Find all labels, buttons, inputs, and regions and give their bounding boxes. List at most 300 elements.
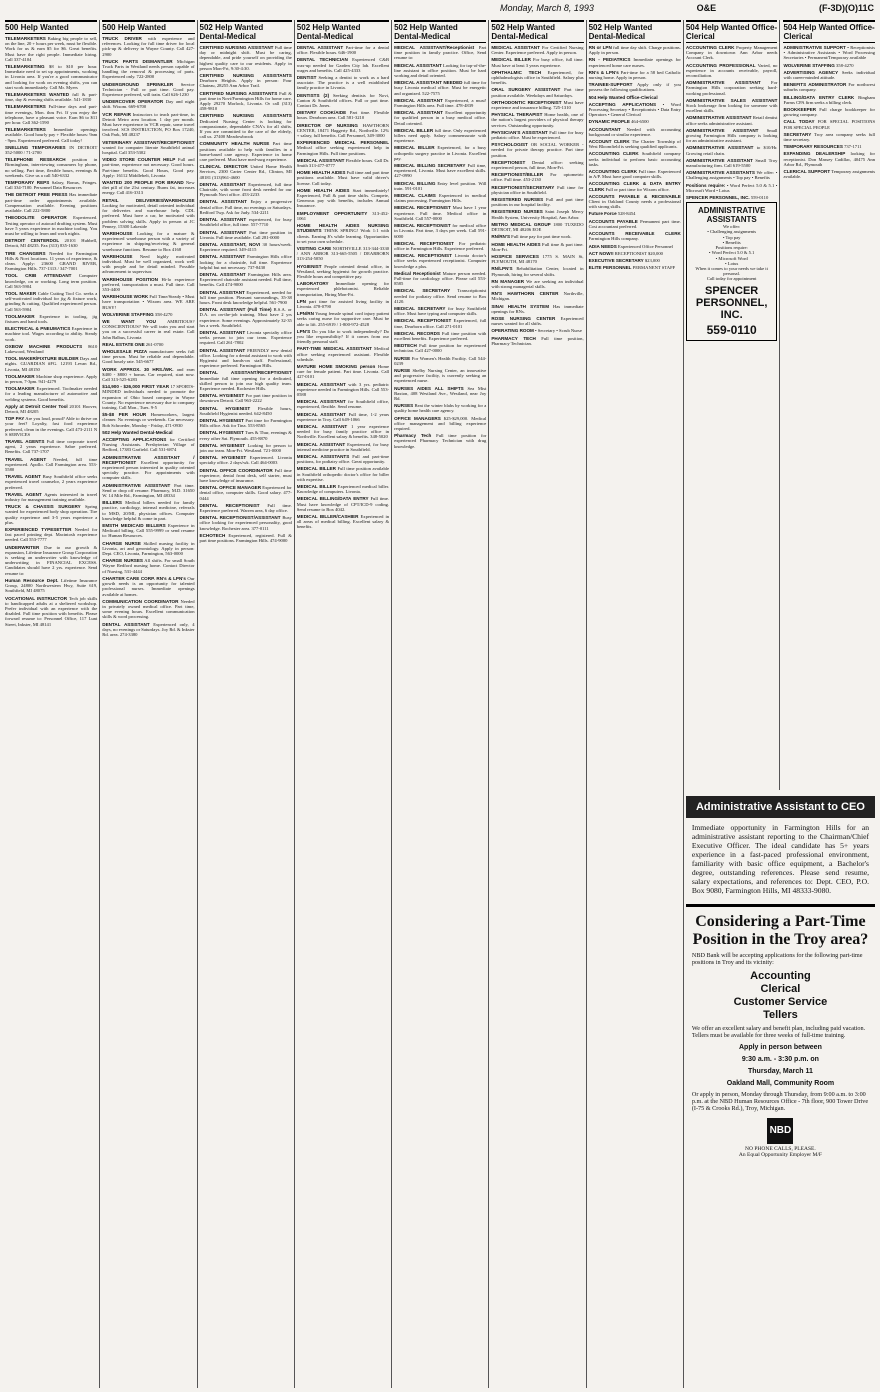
ad-heading: REGISTERED NURSES bbox=[491, 197, 544, 203]
classified-ad bbox=[297, 514, 389, 530]
ad-text: Temporary assignments available. bbox=[783, 169, 876, 180]
ad-text: 261-0700 bbox=[144, 341, 164, 347]
ad-heading: MEDICAL ASSISTANT bbox=[394, 97, 443, 103]
ad-heading: DENTIST bbox=[296, 75, 317, 81]
admin-box-phone: 559-0110 bbox=[706, 322, 757, 337]
classified-ad bbox=[394, 45, 486, 61]
ad-text: $23,000 bbox=[643, 257, 660, 263]
ad-heading: TOOL MAKER/FIXTURE BUILDER bbox=[5, 356, 79, 362]
ad-heading: MEDICAL RECEPTIONIST bbox=[394, 240, 454, 246]
ad-text: Experienced. Toolmaker needed for a leading manufacturer of automotive and welding systems. Good benefits. bbox=[5, 386, 98, 402]
ad-text: Experienced, for busy internal medicine practice in Southfield. bbox=[296, 441, 390, 452]
ad-text: Flexible hours. Call Dr. Smith 313-477-0777 bbox=[296, 157, 390, 169]
ad-heading: DENTAL ASSISTANT, NOVI bbox=[199, 241, 261, 247]
classified-ad bbox=[5, 545, 97, 576]
classified-ad bbox=[102, 277, 194, 293]
ad-text: United Home Health Services, 2300 Carter Center Rd., Clinton, MI 48181 (313)961-4600 bbox=[199, 164, 292, 180]
ad-heading: DENTAL ASSISTANT bbox=[199, 229, 247, 235]
ad-text: Service Technician - Full or part time. Good pay. Experience preferred, will train. Call 626-1230 bbox=[102, 81, 195, 98]
classified-ad bbox=[491, 172, 583, 182]
ad-text: • Receptionists • Administrative Assistants • Word Processing Secretaries • Permanent/Temporary available bbox=[783, 45, 876, 61]
ceo-body: Immediate opportunity in Farmington Hills for an administrative assistant reporting to the Chairman/Chief Executive Officer. The ideal candidate has 5+ years experience in a fast-paced professional environment, familiarity with basic office equipment, a Bachelor's degree, outstanding references. Please send resume, salary expectations, and references to: Dept. CEO, P.O. Box 9080, Farmington Hills, MI 48333-9080. bbox=[691, 823, 869, 895]
ad-text: Experienced, full time Chairside, with some front desk needed for our Plymouth Novi office. 453-2233 bbox=[199, 181, 292, 198]
classified-ad bbox=[491, 254, 583, 264]
ad-text: For Farmington Hills corporation seeking hard-working professional. bbox=[685, 80, 778, 96]
classified-ad bbox=[297, 311, 389, 327]
ad-text: Experienced, for a busy orthopedic surgery practice in Livonia. Excellent pay. bbox=[394, 145, 487, 161]
classified-ad bbox=[589, 219, 681, 229]
ad-heading: ACCOUNTS PAYABLE bbox=[588, 218, 638, 224]
admin-box-firm: SPENCER PERSONNEL, INC. bbox=[695, 284, 768, 321]
classified-ad bbox=[5, 291, 97, 312]
classified-ad bbox=[491, 222, 583, 232]
nbd-position-2: Clerical bbox=[760, 982, 801, 995]
classified-ad bbox=[5, 273, 97, 289]
masthead-page: (F-3D)(O)11C bbox=[818, 3, 874, 13]
ad-text: Immediate opening for experienced phlebotomist. Reliable transportation, Hiring Mon-Fri. bbox=[296, 281, 390, 297]
ad-text: Stock brokerage firm looking for someone with excellent skills. bbox=[685, 103, 778, 114]
ad-heading: SECRETARY bbox=[783, 131, 812, 137]
classified-ad bbox=[102, 82, 194, 98]
classified-ad bbox=[297, 299, 389, 309]
ad-heading: UNDERGROUND SPRINKLER bbox=[102, 81, 174, 87]
ad-text: Full and part-time, experience not necessary. Good hours. Part-time benefits. Good Hours, Good pay. Apply: 16112 Middlebelt, Livonia bbox=[102, 157, 195, 178]
ad-text: Has immediate openings for RNs. bbox=[491, 303, 584, 314]
classified-ad bbox=[200, 468, 292, 484]
ad-text: $25-$29,000. Medical office management and billing experience required. bbox=[394, 415, 487, 431]
ad-heading: NURSE bbox=[394, 355, 411, 361]
ad-text: FOR SPECIAL POSITIONS FOR SPECIAL PEOPLE bbox=[783, 119, 876, 130]
ad-heading: MEDTECH bbox=[394, 343, 417, 349]
ad-text: Spring wanted for experienced body shop operation. Tire quality experience and 3-5 years experience a plus. bbox=[5, 504, 98, 525]
ad-heading: MEDICAL BILLER bbox=[296, 466, 336, 472]
classified-ad bbox=[102, 599, 194, 620]
ad-heading: DENTAL OFFICE MANAGER bbox=[199, 485, 262, 491]
classified-ad bbox=[5, 356, 97, 372]
classified-ad bbox=[394, 241, 486, 251]
classified-ad bbox=[783, 45, 875, 61]
column-3 bbox=[198, 20, 295, 1388]
classified-ad bbox=[297, 75, 389, 91]
ad-text: Bingham Farms CPA firm seeks a billing clerk. bbox=[783, 94, 876, 105]
classified-ad bbox=[297, 466, 389, 482]
ad-heading: TEMPORARY RESOURCES bbox=[783, 144, 843, 150]
classified-ad bbox=[589, 139, 681, 149]
ad-text: We offer: • Challenging assignments • Top pay • Benefits bbox=[685, 170, 778, 181]
classified-ad bbox=[102, 198, 194, 229]
ad-text: PERMANENT STAFF bbox=[631, 265, 676, 271]
ad-heading: TRUCK PARTS DISMANTLER bbox=[102, 58, 173, 64]
ad-text: 559-0110 bbox=[749, 195, 769, 201]
classified-ad bbox=[589, 45, 681, 55]
ad-heading: RN/RN'S bbox=[491, 234, 511, 240]
ad-text: Varied, no experience in accounts receivable, payroll, reconciliation. bbox=[685, 62, 778, 79]
ad-text: Salary, Bonus, Fringes. Call 334-7100. Personnel Data Resources bbox=[5, 180, 98, 191]
ad-heading: ADMINISTRATIVE ASSISTANT / RECEPTIONIST bbox=[102, 454, 195, 465]
ad-heading: RN or LPN bbox=[588, 45, 612, 50]
classified-ad bbox=[491, 100, 583, 110]
ad-text: part time for assisted living facility in Livonia. 478-0790 bbox=[296, 298, 390, 309]
classified-ad bbox=[297, 170, 389, 186]
ad-heading: DENTAL ASSISTANT (Full Time) bbox=[199, 307, 272, 313]
classified-ad bbox=[394, 128, 486, 144]
classified-ad bbox=[5, 527, 97, 543]
ad-text: Young female spinal cord injury patient seeks caring nurse for supportive care. Must be able to lift. 255-6919 / 1-800-972-4528 bbox=[296, 311, 390, 327]
classified-ad bbox=[394, 318, 486, 328]
classified-ad bbox=[491, 70, 583, 86]
top-split bbox=[686, 20, 875, 790]
ad-heading: WHOLESALE PIZZA bbox=[102, 348, 148, 354]
ad-text: • Word Perfect 5.0 & 5.1 • Microsoft Word • Lotus bbox=[685, 182, 778, 193]
ad-text: Transcriptionist needed for podiatry office. Send resume to Box 4120. bbox=[394, 288, 487, 304]
ad-text: Excellent opportunity for qualified person in a busy medical office. Detail oriented. bbox=[394, 110, 487, 126]
ad-text: Full time corporate travel agent, 2 years experience. Sabre preferred. Benefits. Call 737-1707 bbox=[5, 439, 98, 455]
classified-ad bbox=[394, 223, 486, 239]
column-8-9 bbox=[684, 20, 877, 1388]
ad-heading: CERTIFIED NURSING ASSISTANTS bbox=[199, 73, 292, 79]
classified-ad bbox=[200, 290, 292, 306]
ad-heading: EXPANDING DEALERSHIP bbox=[783, 151, 846, 157]
classified-ad bbox=[297, 364, 389, 380]
admin-box-call: Call today for appointment bbox=[706, 276, 757, 282]
ad-heading: MEDICAL BILLER bbox=[296, 484, 337, 490]
classified-ad bbox=[783, 119, 875, 129]
ad-heading: ADMINISTRATIVE ASSISTANT bbox=[685, 145, 754, 151]
classified-ad bbox=[5, 104, 97, 125]
classified-ad bbox=[297, 93, 389, 109]
ad-heading: DENTAL ASSISTANT bbox=[199, 347, 246, 353]
ad-heading: MEDICAL ASSISTANT bbox=[296, 381, 346, 387]
classified-ad bbox=[394, 271, 486, 287]
ad-heading: TELEMARKETING bbox=[5, 64, 45, 70]
ad-text: Seeks individual with career-minded attitude. bbox=[783, 69, 876, 81]
admin-box-r3: • Lotus bbox=[725, 260, 739, 266]
ad-heading: ACCOUNTANT bbox=[588, 126, 621, 132]
ad-text: Needed for Farmington Hills & Novi locations. 11 years of experience, & clean. Apply: 23600 GRAND RIVER, Farmington Hills. 737-1313 / 347-7001 bbox=[5, 250, 98, 272]
ad-heading: EMSTH MEDICAID BILLERS bbox=[102, 523, 166, 529]
ad-text: NORTHVILLE 313-344-3330 / ANN ARBOR 313-665-5505 / DEARBORN 313-254-5050 bbox=[296, 245, 390, 262]
classified-ad bbox=[297, 246, 389, 262]
ad-text: Experienced only, 4 days, no evenings or Saturdays. Joy Rd. & Inkster Rd. area. 274-3380 bbox=[102, 621, 195, 637]
classified-ad bbox=[5, 314, 97, 324]
ad-heading: TRUCK DRIVER bbox=[102, 36, 142, 41]
classified-ad bbox=[686, 63, 778, 79]
ad-heading: DIRECTOR OF NURSING bbox=[296, 122, 358, 128]
ad-text: Start immediately! Experienced, Full & part time shifts. Compete, Generous pay with benefits, includes Annual Insurance. bbox=[296, 187, 390, 209]
nbd-position-3: Customer Service bbox=[733, 995, 828, 1008]
ad-text: 358-4270 bbox=[834, 62, 854, 68]
nbd-position-1: Accounting bbox=[750, 969, 811, 982]
classified-ad bbox=[297, 454, 389, 464]
ad-heading: DENTAL ASSISTANT bbox=[199, 271, 246, 277]
classified-ad bbox=[200, 113, 292, 139]
ad-heading: Apply at Detroit Center Tool bbox=[5, 403, 68, 409]
classified-ad bbox=[589, 251, 681, 256]
nbd-offer: We offer an excellent salary and benefit plan, including paid vacation. Tellers must be available for three weeks of full-time training. bbox=[691, 1024, 866, 1040]
ad-heading: MEDICAL BILLER bbox=[491, 57, 531, 63]
classified-ad bbox=[5, 192, 97, 213]
ad-heading: MEDICAL BILLER/CASHIER bbox=[296, 514, 359, 520]
classified-ad bbox=[5, 145, 97, 155]
classified-ad bbox=[394, 386, 486, 402]
ad-heading: WE WANT YOU bbox=[102, 318, 156, 324]
classified-ad bbox=[200, 430, 292, 440]
classified-ad bbox=[297, 424, 389, 440]
classified-ad bbox=[200, 45, 292, 71]
ad-heading: ACCOUNTS PAYABLE & RECEIVABLE bbox=[588, 193, 681, 199]
ad-heading: DENTISTS (2) bbox=[296, 92, 330, 98]
classified-ad bbox=[589, 57, 681, 67]
ad-heading: ADMINISTRATIVE ASSISTANT bbox=[685, 127, 759, 133]
ad-text: Do you like to work independently? Do you like responsibility? If it comes from our friendly personal staff. bbox=[296, 328, 390, 345]
ad-heading: WAREHOUSE bbox=[102, 230, 133, 236]
ad-heading: DENTAL ASSISTANT bbox=[199, 329, 246, 335]
classified-ad bbox=[491, 316, 583, 326]
ad-heading: MEDICAL RECEPTIONIST bbox=[394, 223, 451, 229]
ad-heading: DENTAL RECEPTIONIST bbox=[199, 502, 260, 508]
classified-ad bbox=[102, 349, 194, 365]
admin-box-offer: We offer: bbox=[723, 224, 741, 230]
ad-heading: DENTAL ASSISTANT bbox=[199, 199, 247, 205]
classified-ad bbox=[394, 368, 486, 384]
ad-text: 464-6500 bbox=[629, 119, 649, 125]
ad-heading: NURSES bbox=[394, 403, 414, 409]
ad-heading: TEMPORARY REPS bbox=[5, 180, 50, 186]
ad-text: Hi-lo experience preferred, transportation a must. Full time. Call 353-4400 bbox=[102, 276, 195, 292]
ad-list bbox=[200, 45, 292, 543]
classified-ad bbox=[491, 291, 583, 301]
classified-ad bbox=[5, 596, 97, 627]
classified-ad bbox=[783, 95, 875, 105]
ad-text: Experienced, registered. Full & part time positions. Farmington Hills. 474-9000 bbox=[199, 532, 292, 544]
classified-ad bbox=[200, 443, 292, 453]
ad-text: Part time position in Livonia. Full time available. Call 281-0000 bbox=[199, 229, 292, 240]
ad-heading: TRAINEE-SUPPORT bbox=[588, 82, 633, 88]
ad-list bbox=[783, 45, 875, 179]
nbd-ad bbox=[686, 904, 875, 1165]
classified-ad bbox=[102, 541, 194, 557]
ad-text: Looking for motivated, detail oriented individual for deliveries and warehouse help. CDL preferred. Must have a car, be motivated with problem solving skills. Apply in person at JC Penney, 15300 Lakeside bbox=[102, 202, 195, 229]
classified-ad bbox=[102, 412, 194, 428]
classified-ad bbox=[783, 107, 875, 117]
ad-heading: DENTAL ASSISTANT bbox=[199, 254, 246, 260]
ad-heading: RECEPTIONIST bbox=[491, 159, 526, 165]
ad-text: Full time position with excellent benefits. Experience preferred. bbox=[394, 330, 487, 341]
ad-text: manufacturer seeks full time person. Must be reliable and dependable. Good hourly rate. 545-6677 bbox=[102, 348, 195, 365]
ad-heading: DENTAL HYGIENIST bbox=[199, 418, 244, 423]
ad-heading: REAL ESTATE ONE bbox=[102, 341, 145, 347]
classified-ad bbox=[297, 329, 389, 345]
ad-text: Property Management Company in downtown Ann Arbor needs Account Clerk. bbox=[685, 45, 778, 61]
ad-text: to $10/Hr. Growing retail chain. bbox=[685, 145, 778, 156]
ad-text: Full time for physician office in Southfield. bbox=[491, 184, 584, 195]
nbd-position-4: Tellers bbox=[763, 1008, 798, 1021]
ad-heading: MEDICAL BILLING SECRETARY bbox=[394, 163, 466, 169]
admin-box-title: ADMINISTRATIVE ASSISTANTS bbox=[697, 206, 766, 225]
classified-ad bbox=[5, 374, 97, 384]
ad-text: Livonia specialty office seeks person to join our team. Experience required. Call 261-7802 bbox=[199, 329, 292, 346]
ad-heading: HYGIENIST bbox=[296, 263, 322, 269]
classified-ad bbox=[686, 115, 778, 125]
admin-box-b1: • Challenging assignments bbox=[707, 229, 757, 235]
ad-heading: VETERINARY ASSISTANT/RECEPTIONIST bbox=[102, 139, 195, 145]
ad-text: Needed in privately owned medical office. Part time, some evening hours. Excellent communication skills & word processing. bbox=[102, 598, 195, 620]
classified-ad bbox=[5, 344, 97, 354]
classified-ad bbox=[5, 64, 97, 90]
ad-heading: ADMINISTRATIVE ASSISTANT bbox=[685, 80, 761, 86]
classified-ad bbox=[102, 36, 194, 57]
classified-ad bbox=[589, 102, 681, 118]
column-7 bbox=[587, 20, 684, 1388]
classified-ad bbox=[394, 306, 486, 316]
classified-ad bbox=[297, 484, 389, 494]
masthead-date: Monday, March 8, 1993 bbox=[500, 3, 594, 13]
ad-heading: WORK APPROX. 30 HRS./WK. bbox=[102, 366, 174, 372]
classified-ad bbox=[297, 211, 389, 221]
classified-ad bbox=[5, 386, 97, 402]
ad-text: full & part-time, day & evening shifts available. 541-1830 bbox=[5, 92, 98, 103]
ad-text: Saint Joseph Mercy Health System, University Hospital, Ann Arbor. bbox=[491, 209, 584, 220]
column-5 bbox=[392, 20, 489, 1388]
ad-text: Seeking a dentist to work as a hard associate. The practice is a well established family practice in Livonia. bbox=[296, 75, 390, 91]
classified-ad bbox=[491, 45, 583, 55]
classified-ad bbox=[491, 234, 583, 239]
ad-text: Instructors to teach part-time, in Detroit Metro area location. 1 day per month. Must have experience in VCR repair, some travel involved. SCS INSTRUCTION, PO Box 17240, Oak Park, MI 48237 bbox=[102, 111, 195, 138]
ad-heading: ECHOTECH bbox=[199, 532, 226, 538]
classified-ad bbox=[783, 132, 875, 142]
ad-text: for busy Southfield office. Must have typing and computer skills. bbox=[394, 305, 487, 317]
ad-text: Part time positions available to help with families in a home-based care agency. Experience in home care preferred. Must have med-surg experience. bbox=[199, 141, 292, 163]
ad-heading: RECEPTIONIST/SECRETARY bbox=[491, 184, 555, 190]
ad-text: New diet pill of the 21st century. Burns fat, increases energy. Call 416-3313 bbox=[102, 180, 195, 196]
ad-text: Experience in Medicaid billing. Call 555-9999 or send resume to: Human Resources. bbox=[102, 523, 195, 539]
nbd-apply-3: Thursday, March 11 bbox=[748, 1067, 813, 1075]
classified-ad bbox=[297, 188, 389, 209]
nbd-alt: Or apply in person, Monday through Thursday, from 9:00 a.m. to 3:00 p.m. at the NBD Human Resources Office - 7th floor, 900 Tower Drive (I-75 & Crooks Rd.), Troy, Michigan. bbox=[691, 1090, 869, 1113]
ad-text: Retail dentist office seeks administrative assistant. bbox=[685, 115, 778, 126]
column-8 bbox=[686, 20, 781, 790]
section-head: 504 Help Wanted Office-Clerical bbox=[686, 20, 778, 43]
classified-ad bbox=[5, 416, 97, 437]
ad-heading: DENTAL ASSISTANT bbox=[102, 621, 150, 627]
ad-heading: COMMUNITY HEALTH NURSE bbox=[199, 141, 270, 147]
ad-text: Needed with accounting background or similar experience. bbox=[588, 126, 681, 137]
ad-text: Full time. Must have knowledge of CPT/ICD-9 coding. Send resume to Box 4042. bbox=[296, 496, 390, 512]
ad-heading: OFFICE MANAGERS bbox=[394, 415, 441, 421]
ad-text: Full time position for experienced Pharmacy Technician with drug knowledge. bbox=[394, 433, 487, 449]
classified-ad bbox=[102, 455, 194, 481]
masthead bbox=[500, 3, 874, 17]
ad-text: Full-time days and part-time evenings, Mon. thru Fri. If you enjoy the telephone, have a pleasant voice. Earn $6 to $11 per hour. Call 362-1590 bbox=[5, 104, 98, 126]
ad-heading: CLERICAL SUPPORT bbox=[783, 169, 831, 175]
ad-text: Small growing Farmington Hills company is looking for an administrative assistant. bbox=[685, 127, 778, 144]
ad-text: Full time pay for part time work. bbox=[510, 234, 572, 240]
ad-heading: DENTAL ASSISTANT bbox=[199, 289, 245, 295]
ad-heading: PHYSICAL THERAPIST bbox=[491, 112, 543, 118]
classified-ad bbox=[5, 180, 97, 190]
ad-heading: DENTAL OFFICE COORDINATOR bbox=[199, 467, 273, 473]
ad-heading: ADMINISTRATIVE ASSISTANTS bbox=[685, 170, 755, 176]
ad-heading: SPENCER PERSONNEL, INC. bbox=[685, 195, 750, 201]
ad-heading: MEDICAL ASSISTANT bbox=[491, 45, 540, 50]
ad-heading: BILLING/DATA ENTRY CLERK bbox=[783, 94, 855, 100]
ad-heading: MEDICAL ASSISTANT bbox=[394, 110, 443, 116]
ad-list bbox=[5, 36, 97, 627]
ad-text: Full time & part time. Mon-Fri. bbox=[491, 241, 584, 252]
ad-heading: RETAIL DELIVERIES/WAREHOUSE bbox=[102, 197, 195, 203]
nbd-logo: NBD bbox=[767, 1118, 793, 1144]
ad-heading: ACCOUNTING PROFESSIONAL bbox=[685, 62, 756, 68]
classified-ad bbox=[783, 151, 875, 167]
ad-heading: PHYSICIAN'S ASSISTANT bbox=[491, 129, 548, 135]
ad-text: Part time position in family practice. Office, Send resume to: bbox=[394, 45, 487, 61]
ad-text: 313-452-1061 bbox=[296, 210, 390, 221]
classified-ad bbox=[783, 70, 875, 80]
column-6 bbox=[489, 20, 586, 1388]
ad-heading: ORAL SURGERY ASSISTANT bbox=[491, 87, 561, 93]
ad-text: For Certified Nursing Center. Experience preferred. Apply in person. bbox=[491, 45, 584, 56]
ad-heading: DENTAL HYGIENIST bbox=[199, 393, 245, 399]
ad-heading: ACCEPTING APPLICATIONS bbox=[102, 437, 167, 443]
ad-text: Dedicated Nursing Center is looking for compassionate, dependable CNA's for all shifts. If you are committed to the care of the elderly, call us. 27400 Meadowbrook bbox=[199, 118, 292, 140]
classified-ad bbox=[200, 91, 292, 112]
column-container bbox=[3, 20, 877, 1388]
ad-text: Need highly motivated individual. Must be well organized, work well with people and be detail minded. Possible advancement to supervisor. bbox=[102, 253, 195, 275]
nbd-foot-2: An Equal Opportunity Employer M/F bbox=[738, 1152, 822, 1159]
classified-ad bbox=[589, 82, 681, 92]
ad-heading: ACCOUNT CLERK bbox=[588, 139, 630, 145]
ad-heading: MEDICAL BILLING bbox=[394, 180, 436, 186]
ad-text: Experienced for dental office, computer skills. Good salary. 477-0444 bbox=[199, 485, 292, 501]
ad-heading: RECEPTIONIST/BILLER bbox=[491, 172, 544, 178]
classified-ad bbox=[394, 356, 486, 366]
ad-heading: OXBOW MACHINE PRODUCTS bbox=[5, 343, 83, 349]
ad-text: Livonia doctor's office seeks experienced receptionist. Computer knowledge a plus. bbox=[394, 253, 487, 269]
classified-ad bbox=[200, 485, 292, 501]
ad-heading: VISITING CARE bbox=[296, 245, 332, 251]
admin-box-req: Positions require: bbox=[715, 245, 748, 251]
classified-ad bbox=[102, 523, 194, 539]
classified-ad bbox=[297, 158, 389, 168]
ad-text: Due to our growth & expansion, Lifetime Insurance Group Corporation is seeking an underwriter with knowledge of underwriting in FINANCIAL EXCESS. Candidates should have 2 yrs. experience. Send resume to: bbox=[5, 544, 98, 576]
ad-text: Experienced. Livonia specialty office. 2 days/wk. Call 464-0003 bbox=[199, 455, 292, 466]
classified-ad bbox=[394, 403, 486, 413]
ad-heading: ACCOUNTING CLERK bbox=[685, 45, 735, 50]
ad-text: Immediate openings available. Good hourly pay + Flexible hours: 9am - 9pm. Experienced preferred. Call today! bbox=[5, 127, 98, 143]
ad-heading: THEODOLITE OPERATOR bbox=[5, 215, 67, 221]
ad-text: For pediatric office in Farmington Hills. Experience preferred. bbox=[394, 240, 487, 251]
ad-text: Full time and part time positions available. Must have valid driver's license. Call today. bbox=[296, 170, 390, 186]
ad-heading: MEDICAL CLAIMS bbox=[394, 193, 436, 199]
ad-text: Full Time/Steady • Must have transportation • Wixom area. WE ARE BUSY! bbox=[102, 294, 195, 310]
classified-ad bbox=[200, 348, 292, 369]
ad-text: People oriented dental office, in Westland, seeking hygienist for growth practice. Flexible hours and competitive pay. bbox=[296, 263, 390, 279]
classified-ad bbox=[200, 230, 292, 240]
ad-heading: MEDICAL ASSISTANT/Receptionist bbox=[394, 45, 475, 50]
ad-text: • Secretary • Scrub Nurse bbox=[533, 328, 582, 334]
classified-ad bbox=[200, 242, 292, 252]
ad-list bbox=[297, 45, 389, 530]
classified-ad bbox=[5, 578, 97, 594]
classified-ad bbox=[297, 140, 389, 156]
ad-heading: ACCEPTING APPLICATIONS bbox=[588, 101, 657, 107]
classified-ad bbox=[394, 253, 486, 269]
ad-heading: DENTAL ASSISTANT/RECEPTIONIST bbox=[199, 370, 292, 376]
ad-text: and earn $400 - $800 + bonus. Car required, start now. Call 313-525-6283 bbox=[102, 366, 195, 382]
classified-ad bbox=[394, 63, 486, 79]
ad-text: full time. Only experienced billers need apply. Salary commensurate with experience. bbox=[394, 127, 487, 144]
classified-ad bbox=[5, 127, 97, 143]
